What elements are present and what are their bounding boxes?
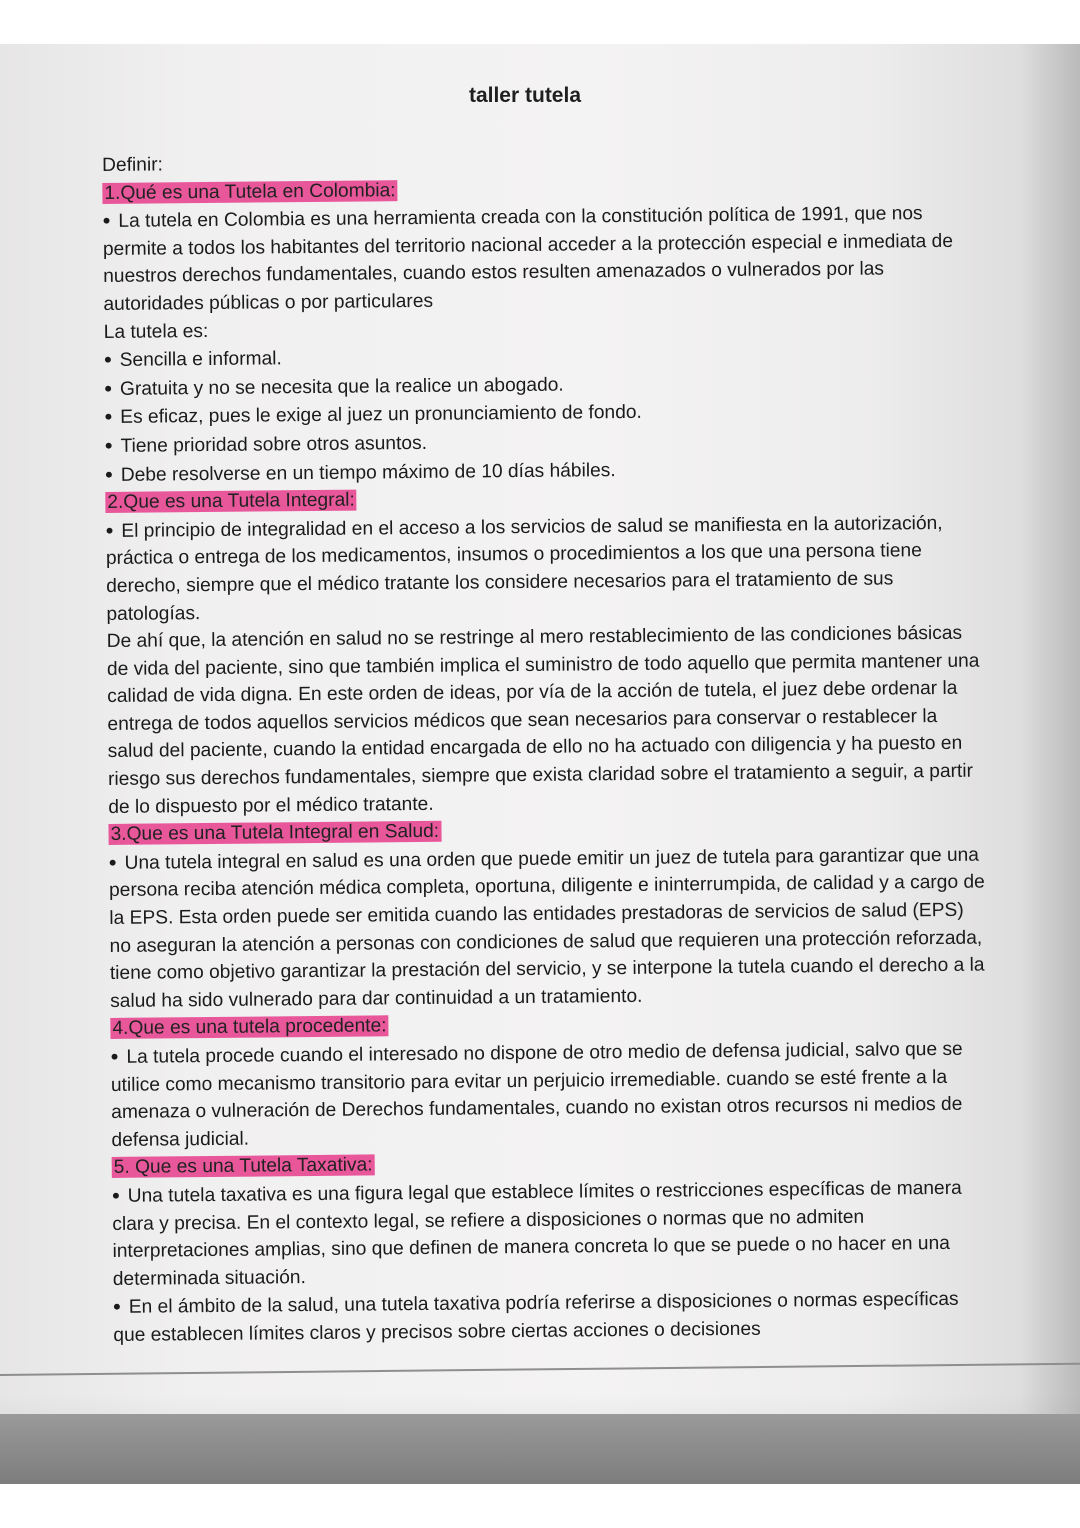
document-body	[102, 144, 993, 1350]
section-heading: 2.Que es una Tutela Integral:	[107, 489, 355, 514]
section-heading: 3.Que es una Tutela Integral en Salud:	[110, 821, 440, 846]
bottom-shadow-band	[0, 1414, 1080, 1484]
list-label: La tutela es:	[103, 320, 209, 343]
section-1	[102, 171, 985, 489]
bullet-paragraph: • En el ámbito de la salud, una tutela taxativa podría referirse a disposiciones o normas específicas que establecen límites claros y precisos sobre ciertas acciones o decisiones	[113, 1285, 993, 1350]
list-item: • Gratuita y no se necesita que la realice un abogado.	[104, 366, 984, 403]
bullet-paragraph: • La tutela procede cuando el interesado no dispone de otro medio de defensa judicial, salvo que se utilice como mecanismo transitorio para evitar un perjuicio irremediable. cuando se esté frente a la amenaza o vulneración de Derechos fundamentales, cuando no existan otros recursos ni medios de defensa judicial.	[111, 1035, 992, 1155]
list-item: • Debe resolverse en un tiempo máximo de 10 días hábiles.	[105, 452, 985, 489]
list-item: • Es eficaz, pues le exige al juez un pronunciamiento de fondo.	[104, 395, 984, 432]
bullet-paragraph: • Una tutela taxativa es una figura legal que establece límites o restricciones específicas de manera clara y precisa. En el contexto legal, se refiere a disposiciones o normas que no admiten interpretaciones amplias, sino que definen de manera concreta lo que se puede o no hacer en una determinada situación.	[112, 1173, 993, 1293]
bullet-paragraph: • La tutela en Colombia es una herramienta creada con la constitución política de 1991, que nos permite a todos los habitantes del territorio nacional acceder a la protección especial e inmediata de nuestros derechos fundamentales, cuando estos resulten amenazados o vulnerados por las autoridades públicas o por particulares	[103, 199, 984, 319]
section-3	[108, 813, 990, 1016]
section-heading: 5. Que es una Tutela Taxativa:	[113, 1154, 373, 1179]
paragraph: De ahí que, la atención en salud no se restringe al mero restablecimiento de las condiciones básicas de vida del paciente, sino que también implica el suministro de todo aquello que permita mantener una calidad de vida digna. En este orden de ideas, por vía de la acción de tutela, el juez debe ordenar la entrega de todos aquellos servicios médicos que sean necesarios para conservar o restablecer la salud del paciente, cuando la entidad encargada de ello no ha actuado con diligencia y ha puesto en riesgo sus derechos fundamentales, siempre que exista claridad sobre el tratamiento a seguir, a partir de lo dispuesto por el médico tratante.	[106, 622, 980, 818]
section-2	[105, 481, 988, 822]
document-title: taller tutela	[468, 84, 582, 107]
section-4	[110, 1007, 991, 1154]
section-heading: 1.Qué es una Tutela en Colombia:	[104, 179, 396, 204]
page-edge-shadow	[1020, 44, 1080, 1484]
section-5	[112, 1146, 994, 1350]
section-heading: 4.Que es una tutela procedente:	[112, 1015, 387, 1040]
list-item: • Sencilla e informal.	[104, 338, 984, 375]
bullet-paragraph: • Una tutela integral en salud es una orden que puede emitir un juez de tutela para garantizar que una persona reciba atención médica completa, oportuna, diligente e ininterrumpida, de calidad y a cargo de la EPS. Esta orden puede ser emitida cuando las entidades prestadoras de servicios de salud (EPS) no aseguran la atención a personas con condiciones de salud que requieren una protección reforzada, tiene como objetivo garantizar la prestación del servicio, y se interpone la tutela cuando el derecho a la salud ha sido vulnerado para dar continuidad a un tratamiento.	[109, 840, 991, 1015]
bullet-paragraph: • El principio de integralidad en el acceso a los servicios de salud se manifiesta en la autorización, práctica o entrega de los medicamentos, insumos o procedimientos a los que una persona tiene derecho, siempre que el médico tratante los considere necesarios para el tratamiento de sus patologías.	[106, 508, 987, 628]
list-item: • Tiene prioridad sobre otros asuntos.	[105, 423, 985, 460]
intro-label: Definir:	[102, 154, 164, 176]
